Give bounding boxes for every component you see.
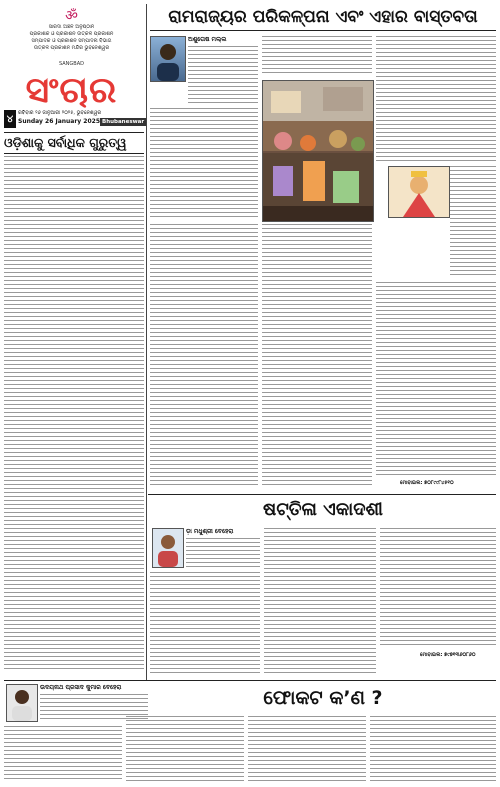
newspaper-title: ସଂଚାର: [25, 69, 118, 111]
author-photo-bottom: [6, 684, 38, 722]
left-headline: ଓଡ଼ିଶାକୁ ସର୍ବାଧିକ ଗୁରୁତ୍ୱ: [4, 132, 144, 154]
dateline: [4, 110, 145, 128]
main-article-col1-top: [150, 108, 258, 220]
mid-headline: ଷଟ୍ତିଳା ଏକାଦଶୀ: [263, 499, 383, 520]
main-headline: ରାମରାଜ୍ୟର ପରିକଳ୍ପନା ଏବଂ ଏହାର ବାସ୍ତବତା: [150, 4, 496, 31]
bottom-article-col4: [370, 716, 496, 782]
main-article-col3-top: [376, 36, 496, 162]
om-symbol: ॐ: [65, 8, 78, 24]
page-number: ୪: [4, 110, 16, 128]
mid-author: ଡ଼ା ମଧୁଶ୍ରୀ ବେହେରା: [186, 528, 234, 535]
section-divider-2: [4, 680, 496, 681]
mid-footer-phone: ମୋବାଇଲ: ୭୯୭୧୩୬୦୮୬୦: [420, 652, 476, 658]
city-label: Bhubaneswar: [102, 119, 145, 125]
main-article-col3-right: [450, 166, 496, 278]
idol-photo: [388, 166, 450, 218]
column-rule-left: [146, 4, 147, 680]
bottom-article-col1: [4, 726, 122, 782]
market-photo: [262, 80, 374, 222]
tagline-line-4: ଉତ୍କଳ ପ୍ରକାଶନ ମନ୍ଦିର ଭୁବନେଶ୍ୱର: [33, 45, 110, 51]
main-author: ଅଶୁତୋଷ ମଲ୍ଲ: [188, 36, 227, 43]
author-photo-main: [150, 36, 186, 82]
mid-article-col1: [150, 572, 260, 676]
main-article-col1-bottom: [150, 224, 258, 488]
author-photo-mid: [152, 528, 184, 568]
main-article-intro-text: [188, 46, 258, 106]
date-english: Sunday 26 January 2025: [18, 118, 100, 125]
mid-article-col2: [264, 528, 376, 676]
main-footer-phone: ମୋବାଇଲ: ୭୦୮୯୯୮୪୫୧୦: [400, 480, 454, 486]
section-divider-1: [148, 494, 496, 495]
main-article-col3-bottom: [376, 282, 496, 478]
sangbad-label: SANGBAD: [58, 61, 84, 67]
date-odia: ରବିବାର ୨୬ ଜାନୁଆରୀ ୨୦୨୫, ଭୁବନେଶ୍ୱର: [18, 110, 102, 116]
bottom-article-col2: [126, 716, 244, 782]
bottom-author: ଉଦୟନାଥ ପ୍ରସାଦ କୁମାର ବେହେରା: [40, 684, 122, 691]
tagline-line-2: ପ୍ରକାଶକ ଓ ପ୍ରକାଶନ ଉତ୍କଳ ପ୍ରକାଶନ: [29, 31, 114, 37]
main-article-col2-top: [262, 36, 372, 76]
tagline-line-3: ସମ୍ପାଦକ ଓ ପ୍ରକାଶନ ସମ୍ପାଦନା ବିଭାଗ: [31, 38, 112, 44]
mid-article-col3: [380, 528, 496, 648]
left-article-body: [4, 156, 144, 672]
mid-article-intro: [186, 538, 260, 568]
tagline-line-1: ସାରଦା ଅଞ୍ଚଳ ଅନୁଷ୍ଠାନ: [48, 24, 95, 30]
bottom-article-col3: [248, 716, 366, 782]
bottom-headline: ଫୋକଟ କ’ଣ ?: [263, 687, 383, 709]
main-article-col2-bottom: [262, 224, 372, 488]
